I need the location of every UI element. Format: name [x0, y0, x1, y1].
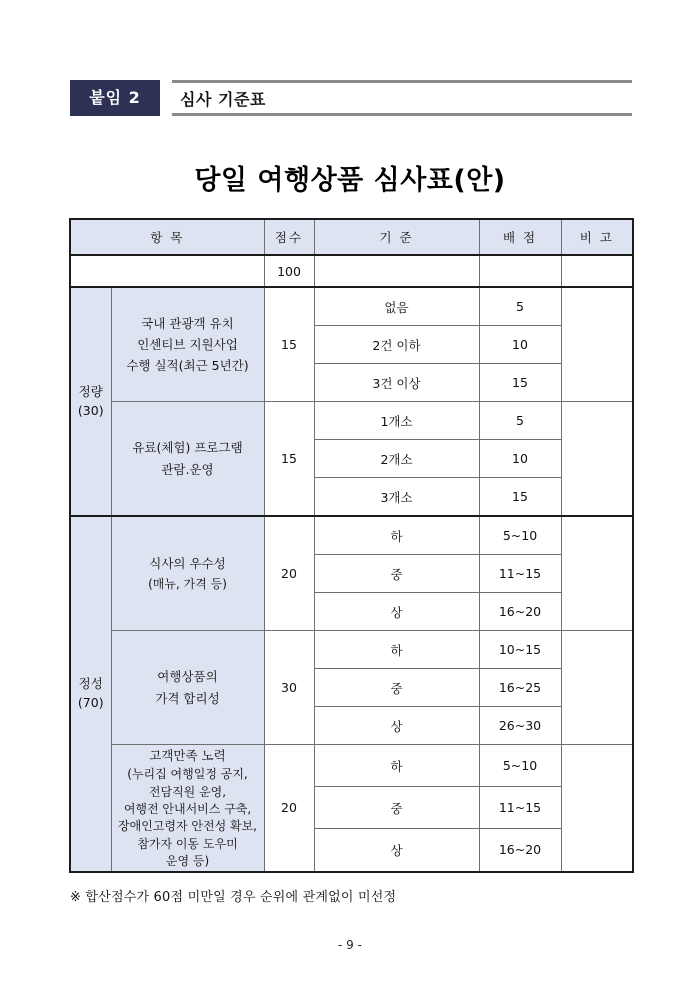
item-label-line: 고객만족 노력 — [149, 748, 226, 763]
points-cell: 5 — [479, 287, 561, 326]
points-cell: 16~25 — [479, 669, 561, 707]
standard-cell: 1개소 — [314, 402, 479, 440]
evaluation-table — [69, 218, 634, 873]
item-label-line: 수행 실적(최근 5년간) — [126, 358, 249, 374]
standard-cell: 2개소 — [314, 440, 479, 478]
item-label-sub: (매뉴, 가격 등) — [148, 576, 227, 591]
col-header-note: 비 고 — [561, 219, 633, 255]
points-cell: 5~10 — [479, 745, 561, 787]
standard-cell: 하 — [314, 745, 479, 787]
standard-cell: 상 — [314, 593, 479, 631]
points-cell: 5~10 — [479, 516, 561, 555]
points-cell: 15 — [479, 478, 561, 517]
col-header-standard: 기 준 — [314, 219, 479, 255]
points-cell: 26~30 — [479, 707, 561, 745]
points-cell: 15 — [479, 364, 561, 402]
points-cell: 11~15 — [479, 555, 561, 593]
note-cell — [561, 745, 633, 872]
item-label-detail-line: 여행전 안내서비스 구축, — [123, 802, 252, 817]
col-header-item: 항 목 — [70, 219, 264, 255]
attachment-header — [70, 80, 632, 116]
page-title: 당일 여행상품 심사표(안) — [194, 165, 506, 196]
standard-cell: 하 — [314, 631, 479, 669]
evaluation-table-wrapper — [69, 218, 632, 873]
table-row — [70, 631, 633, 669]
section-title-rule — [172, 80, 632, 116]
total-row — [70, 255, 633, 287]
table-row — [70, 745, 633, 787]
table-row — [70, 516, 633, 555]
total-note-cell — [561, 255, 633, 287]
standard-cell: 없음 — [314, 287, 479, 326]
points-cell: 10 — [479, 440, 561, 478]
standard-cell: 상 — [314, 707, 479, 745]
attachment-badge: 붙임 2 — [70, 80, 160, 116]
category-total: (30) — [77, 402, 104, 418]
header-row — [70, 219, 633, 255]
item-score-cell: 15 — [264, 287, 314, 402]
item-label-line: 관람.운영 — [161, 461, 214, 477]
item-label-line: 인센티브 지원사업 — [137, 336, 238, 352]
standard-cell: 3개소 — [314, 478, 479, 517]
col-header-points: 배 점 — [479, 219, 561, 255]
standard-cell: 하 — [314, 516, 479, 555]
table-row — [70, 287, 633, 326]
note-cell — [561, 402, 633, 517]
item-label-detail-line: (누리집 여행일정 공지, — [127, 767, 248, 782]
total-item-cell — [70, 255, 264, 287]
item-score-cell: 20 — [264, 745, 314, 872]
points-cell: 5 — [479, 402, 561, 440]
item-label-line: 국내 관광객 유치 — [141, 315, 234, 331]
points-cell: 10~15 — [479, 631, 561, 669]
item-label-detail-line: 참가자 이동 도우미 — [137, 836, 238, 851]
item-label-cell — [111, 402, 264, 517]
item-label-cell — [111, 516, 264, 631]
standard-cell: 3건 이상 — [314, 364, 479, 402]
item-label-cell — [111, 631, 264, 745]
footnote: ※ 합산점수가 60점 미만일 경우 순위에 관계없이 미선정 — [70, 890, 397, 905]
total-score-cell: 100 — [264, 255, 314, 287]
item-label-line: 여행상품의 — [157, 669, 218, 685]
category-cell — [70, 287, 111, 516]
table-body — [70, 255, 633, 872]
note-cell — [561, 287, 633, 402]
item-label-detail-line: 전담직원 운영, — [148, 784, 227, 799]
item-label-detail-line: 장애인고령자 안전성 확보, — [118, 819, 257, 834]
category-total: (70) — [77, 694, 104, 710]
category-cell — [70, 516, 111, 872]
item-score-cell: 15 — [264, 402, 314, 517]
standard-cell: 중 — [314, 787, 479, 829]
item-score-cell: 20 — [264, 516, 314, 631]
points-cell: 16~20 — [479, 829, 561, 872]
points-cell: 10 — [479, 326, 561, 364]
standard-cell: 중 — [314, 555, 479, 593]
note-cell — [561, 516, 633, 631]
note-cell — [561, 631, 633, 745]
points-cell: 16~20 — [479, 593, 561, 631]
item-label-line: 식사의 우수성 — [149, 555, 226, 571]
item-label-detail-line: 운영 등) — [165, 854, 210, 869]
page-number: - 9 - — [338, 938, 362, 952]
total-points-cell — [479, 255, 561, 287]
points-cell: 11~15 — [479, 787, 561, 829]
category-label: 정성 — [78, 676, 103, 692]
item-label-line: 가격 합리성 — [155, 690, 220, 706]
item-label-line: 유료(체험) 프로그램 — [132, 440, 243, 456]
standard-cell: 상 — [314, 829, 479, 872]
category-label: 정량 — [78, 383, 103, 399]
total-standard-cell — [314, 255, 479, 287]
table-row — [70, 402, 633, 440]
item-score-cell: 30 — [264, 631, 314, 745]
col-header-score: 점수 — [264, 219, 314, 255]
table-head — [70, 219, 633, 255]
standard-cell: 중 — [314, 669, 479, 707]
item-label-cell — [111, 287, 264, 402]
standard-cell: 2건 이하 — [314, 326, 479, 364]
item-label-cell — [111, 745, 264, 872]
section-title: 심사 기준표 — [180, 89, 266, 109]
